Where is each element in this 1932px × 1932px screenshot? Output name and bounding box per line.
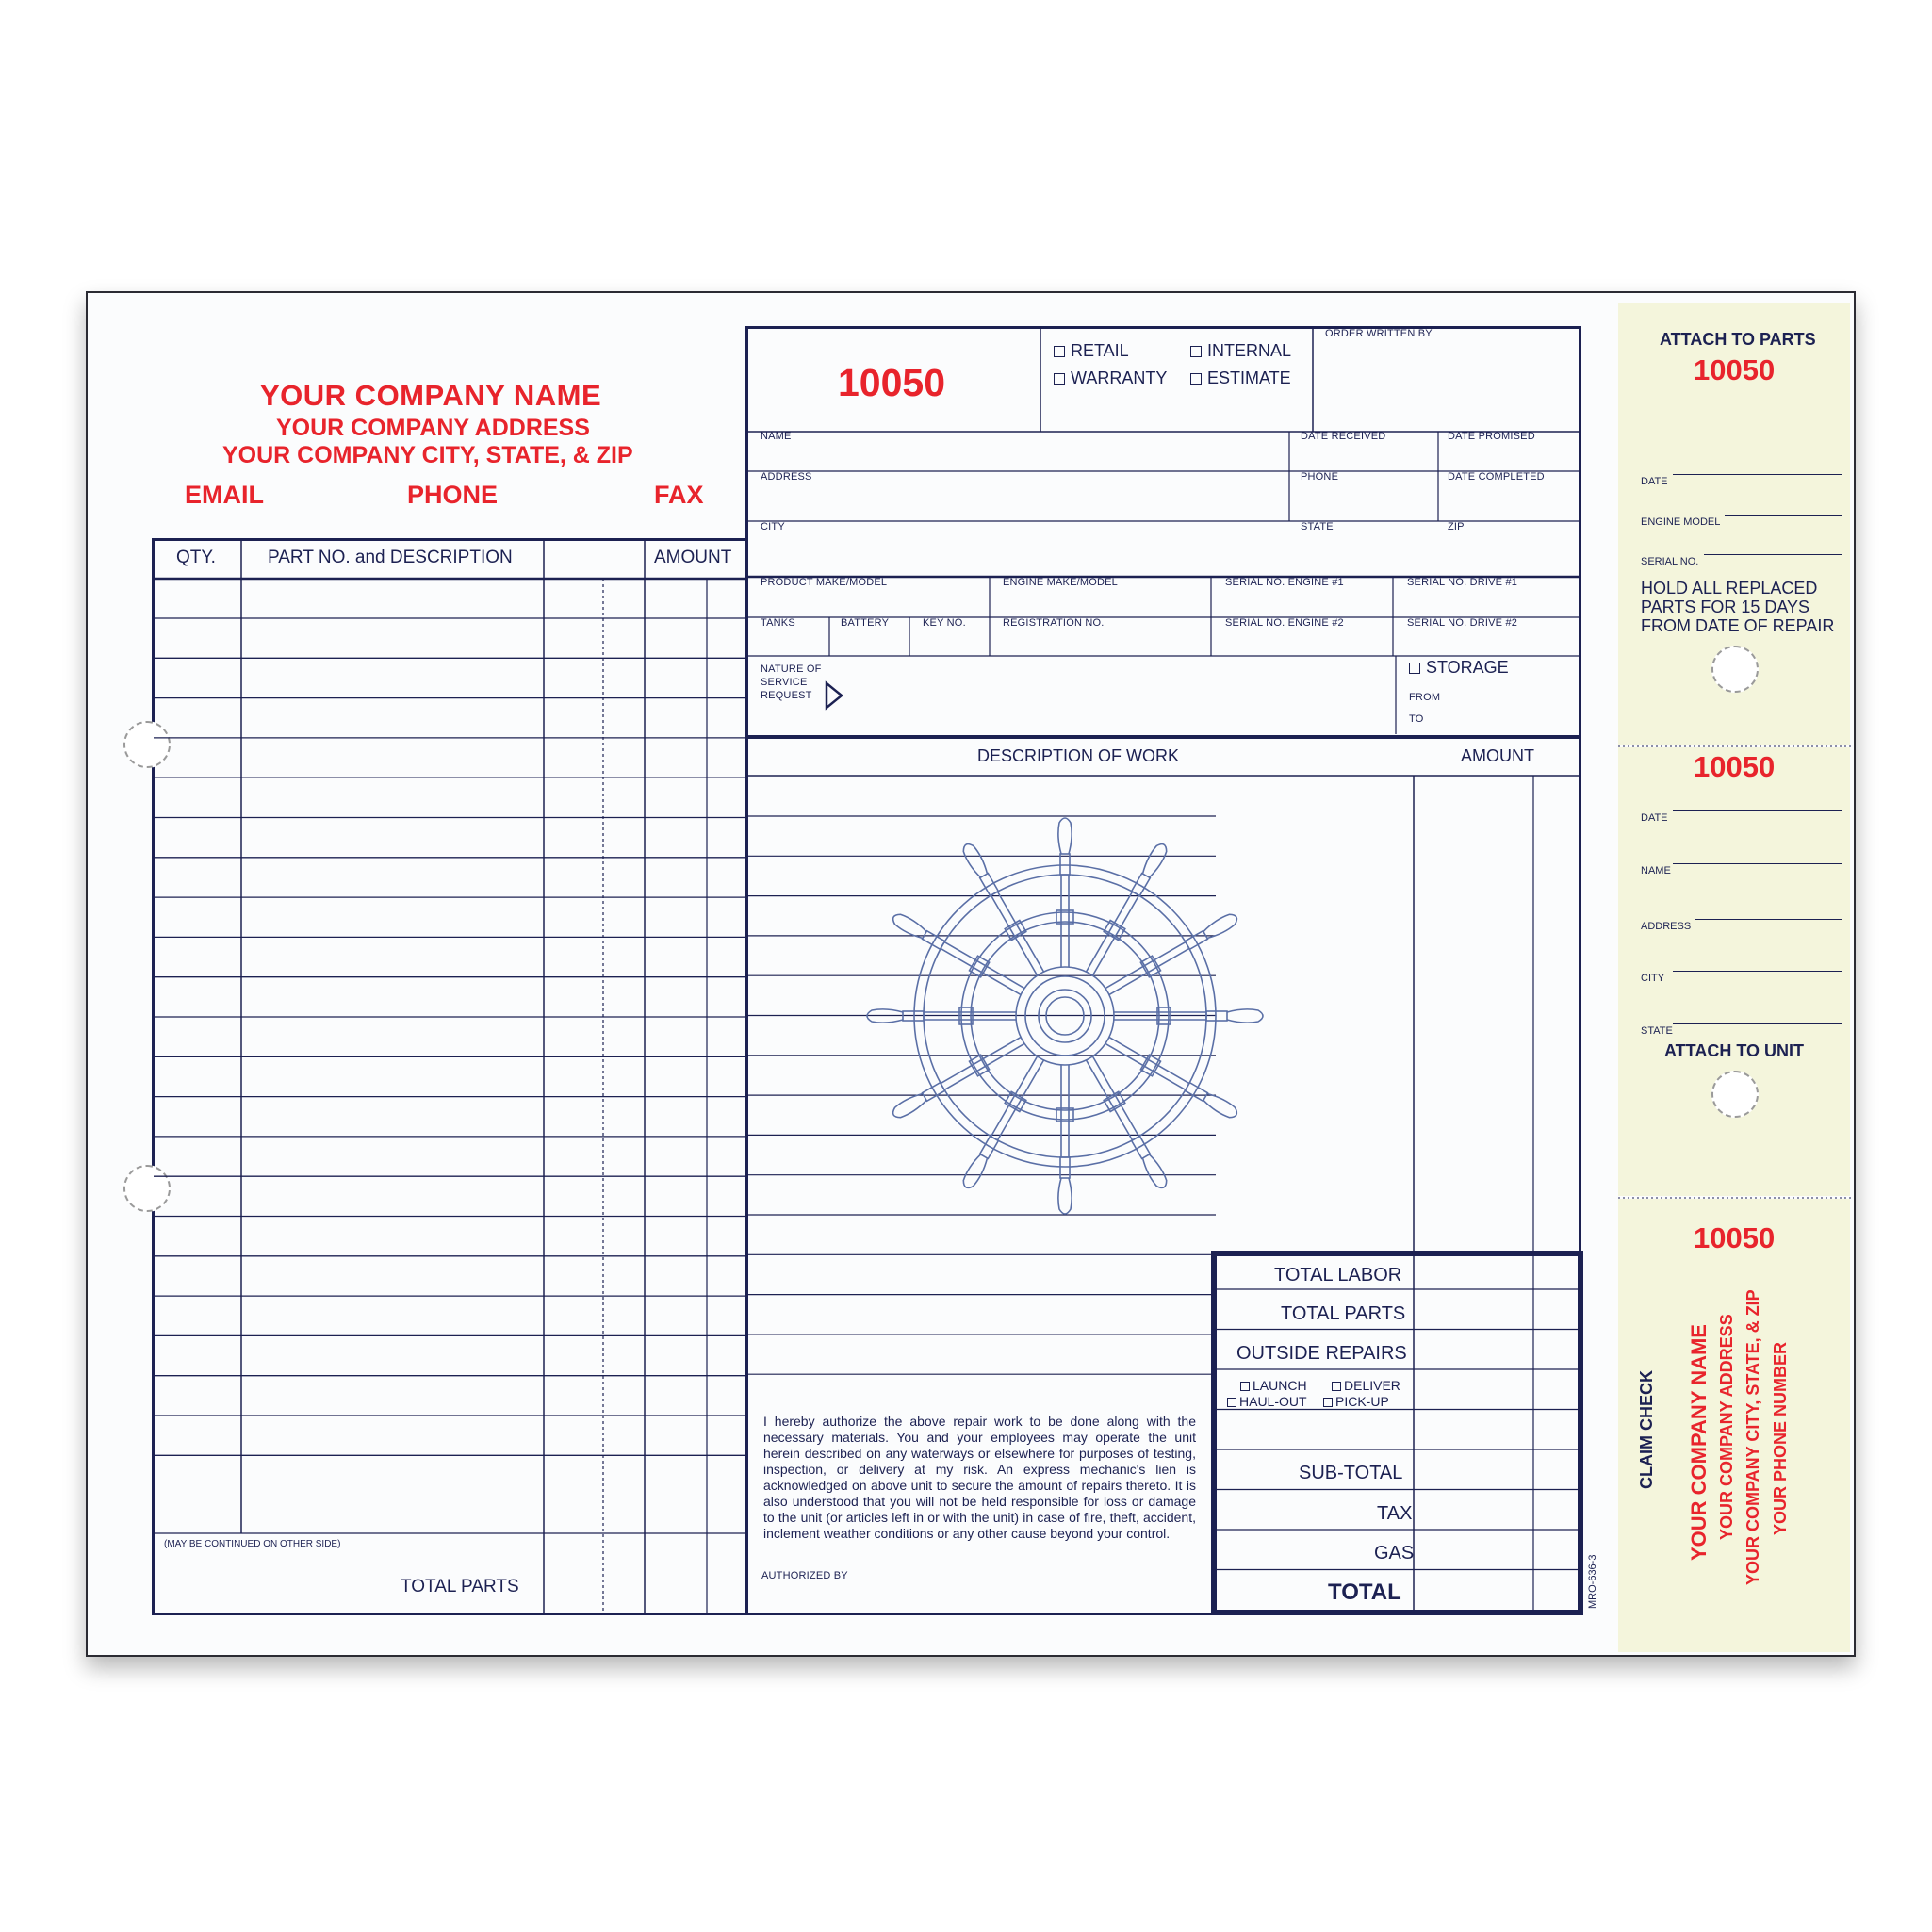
tanks-field[interactable]: TANKS	[761, 617, 795, 629]
wheel-ring	[1025, 976, 1105, 1056]
registration-no-field[interactable]: REGISTRATION NO.	[1003, 617, 1105, 629]
form-code: MRO-636-3	[1587, 1554, 1598, 1609]
stub-claim-company-phone: YOUR PHONE NUMBER	[1771, 1341, 1790, 1535]
stub-parts-engine-model-field[interactable]: ENGINE MODEL	[1641, 516, 1721, 528]
stub-unit-date-field[interactable]: DATE	[1641, 812, 1668, 824]
stub-claim-check-label: CLAIM CHECK	[1637, 1370, 1656, 1489]
wheel-ring	[1016, 967, 1114, 1065]
phone-field[interactable]: PHONE	[1301, 471, 1339, 483]
serial-drive-2-field[interactable]: SERIAL NO. DRIVE #2	[1407, 617, 1518, 629]
outside-repairs-label: OUTSIDE REPAIRS	[1236, 1343, 1407, 1364]
work-amount-header: AMOUNT	[1461, 746, 1534, 765]
date-promised-field[interactable]: DATE PROMISED	[1448, 431, 1535, 442]
nature-label-3: REQUEST	[761, 690, 812, 701]
serial-engine-1-field[interactable]: SERIAL NO. ENGINE #1	[1225, 577, 1344, 588]
storage-label: STORAGE	[1426, 658, 1509, 677]
parts-continued-note: (MAY BE CONTINUED ON OTHER SIDE)	[164, 1539, 341, 1549]
total-labor-label: TOTAL LABOR	[1274, 1265, 1402, 1285]
stub-unit-number: 10050	[1694, 750, 1776, 783]
stub-parts-hold-line2: PARTS FOR 15 DAYS	[1641, 598, 1810, 616]
stub-parts-title: ATTACH TO PARTS	[1660, 330, 1816, 349]
storage-to-field[interactable]: TO	[1409, 713, 1424, 725]
wheel-spoke	[1114, 1007, 1263, 1024]
company-address: YOUR COMPANY ADDRESS	[276, 415, 590, 441]
serial-drive-1-field[interactable]: SERIAL NO. DRIVE #1	[1407, 577, 1518, 588]
gas-label: GAS	[1374, 1543, 1415, 1564]
city-field[interactable]: CITY	[761, 521, 785, 532]
order-written-by-field[interactable]: ORDER WRITTEN BY	[1325, 328, 1433, 339]
stub-unit-state-field[interactable]: STATE	[1641, 1025, 1673, 1037]
stub-unit-name-field[interactable]: NAME	[1641, 865, 1671, 876]
haul-out-label: HAUL-OUT	[1239, 1394, 1307, 1409]
authorization-text: I hereby authorize the above repair work to be done along with the necessary materials. You and your employees may operate the unit herein described on any waterways or elsewhere for purposes of testing, inspection, or delivery at my risk. An express mechanic's lien is acknowledged on above unit to secure the amount of repairs thereto. It is also understood that you will not be held responsible for loss or damage to the unit (or articles left in or with the unit) in case of fire, theft, accident, inclement weather conditions or any other cause beyond your control.	[763, 1414, 1196, 1541]
company-email: EMAIL	[185, 481, 264, 509]
battery-field[interactable]: BATTERY	[841, 617, 890, 629]
parts-description-header: PART NO. and DESCRIPTION	[268, 548, 513, 567]
sub-total-label: SUB-TOTAL	[1299, 1463, 1403, 1483]
retail-label: RETAIL	[1071, 341, 1129, 360]
product-make-model-field[interactable]: PRODUCT MAKE/MODEL	[761, 577, 888, 588]
company-fax: FAX	[654, 481, 704, 509]
wheel-spoke	[1056, 1065, 1073, 1214]
stub-claim-number: 10050	[1694, 1221, 1776, 1254]
parts-amount-header: AMOUNT	[654, 548, 732, 567]
parts-qty-header: QTY.	[176, 548, 216, 567]
wheel-ring	[924, 875, 1206, 1157]
stub-claim-company-city: YOUR COMPANY CITY, STATE, & ZIP	[1744, 1289, 1762, 1585]
stub-unit-city-field[interactable]: CITY	[1641, 973, 1665, 984]
key-no-field[interactable]: KEY NO.	[923, 617, 966, 629]
wheel-ring	[971, 922, 1159, 1110]
total-label: TOTAL	[1328, 1580, 1401, 1605]
parts-total-label: TOTAL PARTS	[401, 1577, 519, 1596]
internal-label: INTERNAL	[1207, 341, 1292, 360]
wheel-ring	[1046, 997, 1084, 1035]
stub-unit-address-field[interactable]: ADDRESS	[1641, 921, 1692, 932]
warranty-label: WARRANTY	[1071, 368, 1168, 387]
wheel-spoke	[1056, 818, 1073, 967]
stub-parts-hold-line3: FROM DATE OF REPAIR	[1641, 616, 1835, 635]
address-field[interactable]: ADDRESS	[761, 471, 812, 483]
authorized-by-field[interactable]: AUTHORIZED BY	[761, 1570, 848, 1581]
work-description-header: DESCRIPTION OF WORK	[977, 746, 1180, 765]
stub-parts-serial-field[interactable]: SERIAL NO.	[1641, 556, 1699, 567]
tax-label: TAX	[1377, 1503, 1413, 1524]
pick-up-label: PICK-UP	[1335, 1394, 1389, 1409]
launch-label: LAUNCH	[1253, 1378, 1307, 1393]
nature-label-2: SERVICE	[761, 677, 808, 688]
ship-wheel-icon	[848, 799, 1282, 1233]
estimate-label: ESTIMATE	[1207, 368, 1291, 387]
company-city-state-zip: YOUR COMPANY CITY, STATE, & ZIP	[222, 442, 633, 468]
zip-field[interactable]: ZIP	[1448, 521, 1465, 532]
date-completed-field[interactable]: DATE COMPLETED	[1448, 471, 1545, 483]
storage-from-field[interactable]: FROM	[1409, 692, 1441, 703]
stub-parts-date-field[interactable]: DATE	[1641, 476, 1668, 487]
state-field[interactable]: STATE	[1301, 521, 1334, 532]
serial-engine-2-field[interactable]: SERIAL NO. ENGINE #2	[1225, 617, 1344, 629]
stub-claim-company-address: YOUR COMPANY ADDRESS	[1717, 1314, 1736, 1540]
stub-parts-number: 10050	[1694, 353, 1776, 386]
total-parts-label: TOTAL PARTS	[1281, 1303, 1406, 1324]
company-name: YOUR COMPANY NAME	[260, 379, 602, 412]
stub-parts-hold-line1: HOLD ALL REPLACED	[1641, 579, 1818, 598]
engine-make-model-field[interactable]: ENGINE MAKE/MODEL	[1003, 577, 1118, 588]
order-number: 10050	[838, 361, 946, 404]
name-field[interactable]: NAME	[761, 431, 792, 442]
stub-unit-title: ATTACH TO UNIT	[1664, 1041, 1804, 1060]
nature-label-1: NATURE OF	[761, 663, 822, 675]
company-phone: PHONE	[407, 481, 499, 509]
stub-claim-company-name: YOUR COMPANY NAME	[1687, 1324, 1711, 1561]
wheel-spoke	[867, 1007, 1016, 1024]
date-received-field[interactable]: DATE RECEIVED	[1301, 431, 1386, 442]
wheel-ring	[961, 912, 1169, 1120]
deliver-label: DELIVER	[1344, 1378, 1400, 1393]
